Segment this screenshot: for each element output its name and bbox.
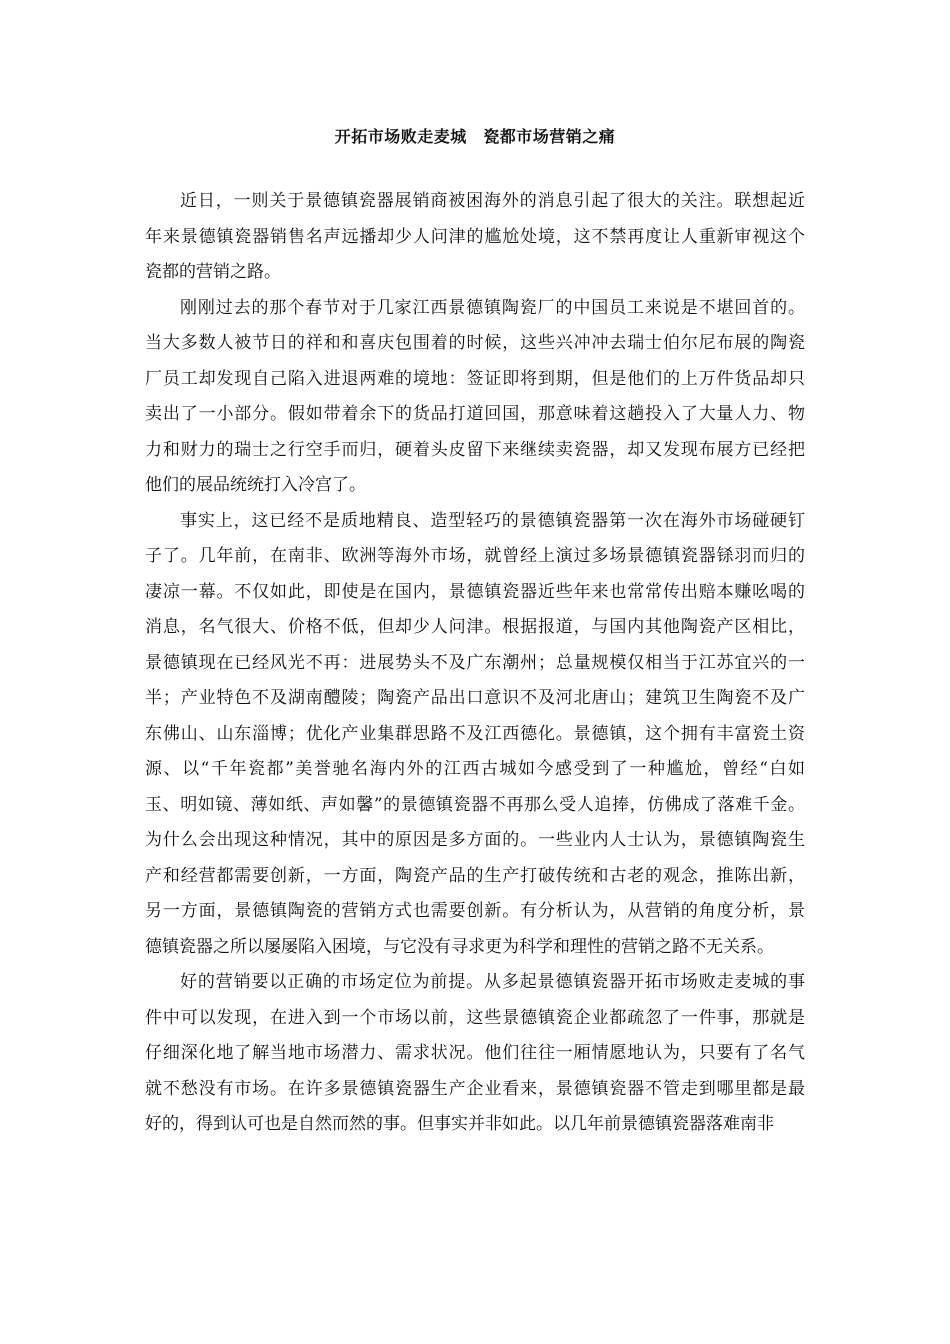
paragraph-line: 卖出了一小部分。假如带着余下的货品打道回国，那意味着这趟投入了大量人力、物 [145,404,805,424]
paragraph-line: 仔细深化地了解当地市场潜力、需求状况。他们往往一厢情愿地认为，只要有了名气 [145,1043,805,1063]
paragraph [145,291,805,504]
paragraph-line: 消息，名气很大、价格不低，但却少人问津。根据报道，与国内其他陶瓷产区相比， [145,617,805,637]
paragraph [145,965,805,1143]
paragraph-line: 半；产业特色不及湖南醴陵；陶瓷产品出口意识不及河北唐山；建筑卫生陶瓷不及广 [145,688,805,708]
paragraph-line: 东佛山、山东淄博；优化产业集群思路不及江西德化。景德镇，这个拥有丰富瓷土资 [145,723,805,744]
paragraph-line: 年来景德镇瓷器销售名声远播却少人问津的尴尬处境，这不禁再度让人重新审视这个 [145,226,805,247]
paragraph-line: 德镇瓷器之所以屡屡陷入困境，与它没有寻求更为科学和理性的营销之路不无关系。 [145,936,774,957]
document-body [145,184,805,1143]
paragraph-line: 件中可以发现，在进入到一个市场以前，这些景德镇瓷企业都疏忽了一件事，那就是 [145,1007,805,1028]
paragraph-line: 当大多数人被节日的祥和和喜庆包围着的时候，这些兴冲冲去瑞士伯尔尼布展的陶瓷 [145,333,805,353]
paragraph-line: 厂员工却发现自己陷入进退两难的境地：签证即将到期，但是他们的上万件货品却只 [145,368,805,389]
paragraph-line: 景德镇现在已经风光不再：进展势头不及广东潮州；总量规模仅相当于江苏宜兴的一 [145,652,805,673]
paragraph-line: 好的，得到认可也是自然而然的事。但事实并非如此。以几年前景德镇瓷器落难南非 [145,1114,774,1134]
paragraph-line: 另一方面，景德镇陶瓷的营销方式也需要创新。有分析认为，从营销的角度分析，景 [145,901,805,921]
paragraph-line: 刚刚过去的那个春节对于几家江西景德镇陶瓷厂的中国员工来说是不堪回首的。 [180,297,805,318]
paragraph-line: 好的营销要以正确的市场定位为前提。从多起景德镇瓷器开拓市场败走麦城的事 [180,972,805,992]
paragraph-line: 事实上，这已经不是质地精良、造型轻巧的景德镇瓷器第一次在海外市场碰硬钉 [180,510,805,531]
document-title: 开拓市场败走麦城 瓷都市场营销之痛 [334,127,616,146]
paragraph [145,184,805,291]
paragraph-line: 源、以“千年瓷都”美誉驰名海内外的江西古城如今感受到了一种尴尬，曾经“白如 [145,759,805,779]
paragraph-line: 产和经营都需要创新，一方面，陶瓷产品的生产打破传统和古老的观念，推陈出新， [145,865,805,886]
paragraph-line: 瓷都的营销之路。 [145,262,281,282]
paragraph-line: 他们的展品统统打入冷宫了。 [145,475,366,495]
paragraph-line: 为什么会出现这种情况，其中的原因是多方面的。一些业内人士认为，景德镇陶瓷生 [145,830,805,850]
paragraph-line: 玉、明如镜、薄如纸、声如馨”的景德镇瓷器不再那么受人追捧，仿佛成了落难千金。 [145,794,805,815]
paragraph-line: 子了。几年前，在南非、欧洲等海外市场，就曾经上演过多场景德镇瓷器铩羽而归的 [145,546,805,566]
paragraph-line: 力和财力的瑞士之行空手而归，硬着头皮留下来继续卖瓷器，却又发现布展方已经把 [145,439,805,460]
paragraph-line: 凄凉一幕。不仅如此，即使是在国内，景德镇瓷器近些年来也常常传出赔本赚吆喝的 [145,581,805,602]
paragraph [145,504,805,966]
paragraph-line: 就不愁没有市场。在许多景德镇瓷器生产企业看来，景德镇瓷器不管走到哪里都是最 [145,1078,805,1099]
paragraph-line: 近日，一则关于景德镇瓷器展销商被困海外的消息引起了很大的关注。联想起近 [180,191,805,211]
